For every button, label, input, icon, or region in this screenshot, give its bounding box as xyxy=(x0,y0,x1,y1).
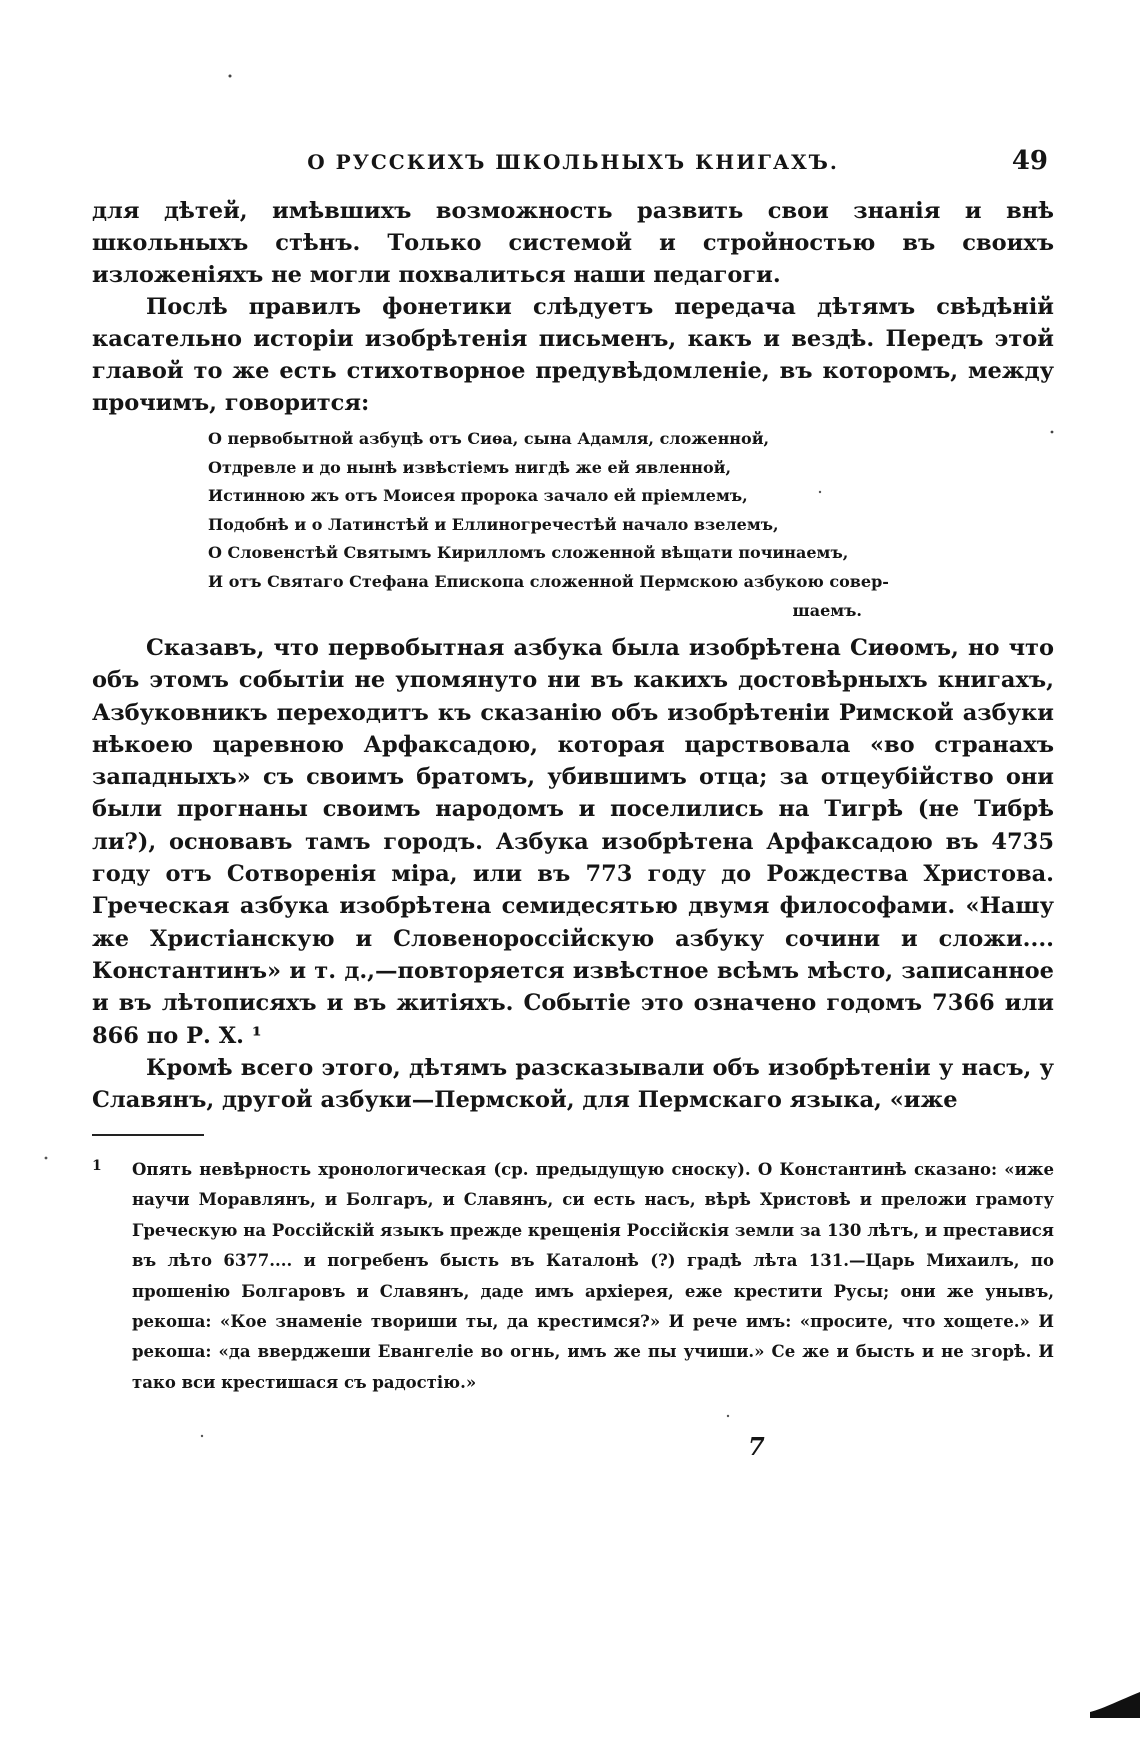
body-paragraph-1: Сказавъ, что первобытная азбука была изобрѣтена Сиѳомъ, но что объ этомъ событіи не упомянуто ни въ какихъ достовѣрныхъ книгахъ, Азбуковникъ переходитъ къ сказанію объ изобрѣтеніи Римской азбуки нѣкоею царевною Арфаксадою, которая царствовала «во странахъ западныхъ» съ своимъ братомъ, убившимъ отца; за отцеубійство они были прогнаны своимъ народомъ и поселились на Тигрѣ (не Тибрѣ ли?), основавъ тамъ городъ. Азбука изобрѣтена Арфаксадою въ 4735 году отъ Сотворенія міра, или въ 773 году до Рождества Христова. Греческая азбука изобрѣтена семидесятью двумя философами. «Нашу же Христіанскую и Словенороссійскую азбуку сочини и сложи.... Константинъ» и т. д.,—повторяется извѣстное всѣмъ мѣсто, записанное и въ лѣтописяхъ и въ житіяхъ. Событіе это означено годомъ 7366 или 866 по Р. Х. ¹ xyxy=(92,635,1054,1049)
poem-line: И отъ Святаго Стефана Епископа сложенной Пермскою азбукою совер- xyxy=(208,571,889,591)
page-edge-shadow xyxy=(1090,1690,1140,1718)
intro-paragraph-1: для дѣтей, имѣвшихъ возможность развить свои знанія и внѣ школьныхъ стѣнъ. Только системой и стройностью въ своихъ изложеніяхъ не могли похвалиться наши педагоги. xyxy=(92,198,1054,288)
page-number: 49 xyxy=(1011,146,1048,176)
footnote xyxy=(92,1155,1054,1398)
body-paragraph-2: Кромѣ всего этого, дѣтямъ разсказывали объ изобрѣтеніи у насъ, у Славянъ, другой азбуки—Пермской, для Пермскаго языка, «иже xyxy=(92,1054,1054,1114)
poem-line: Подобнѣ и о Латинстѣй и Еллиногречестѣй начало взелемъ, xyxy=(208,514,779,534)
running-title: О РУССКИХЪ ШКОЛЬНЫХЪ КНИГАХЪ. xyxy=(307,150,839,174)
intro-text xyxy=(92,195,1054,419)
poem-line-continuation: шаемъ. xyxy=(792,600,862,620)
poem-line: Истинною жъ отъ Моисея пророка зачало ей пріемлемъ, xyxy=(208,486,748,506)
page-header xyxy=(92,146,1054,186)
poem-line: О первобытной азбуцѣ отъ Сиѳа, сына Адамля, сложенной, xyxy=(208,429,770,448)
poem-line: О Словенстѣй Святымъ Кирилломъ сложенной вѣщати починаемъ, xyxy=(208,543,849,563)
signature-mark: 7 xyxy=(748,1432,765,1461)
footnote-separator xyxy=(92,1134,204,1136)
intro-paragraph-2: Послѣ правилъ фонетики слѣдуетъ передача дѣтямъ свѣдѣній касательно исторіи изобрѣтенія письменъ, какъ и вездѣ. Передъ этой главой то же есть стихотворное предувѣдомленіе, въ которомъ, между прочимъ, говорится: xyxy=(92,294,1054,416)
poem-line: Отдревле и до нынѣ извѣстіемъ нигдѣ же ей явленной, xyxy=(208,457,732,477)
quoted-poem xyxy=(208,425,889,625)
footnote-marker: 1 xyxy=(92,1158,102,1174)
footnote-text: Опять невѣрность хронологическая (ср. предыдущую сноску). О Константинѣ сказано: «иже научи Моравлянъ, и Болгаръ, и Славянъ, си есть насъ, вѣрѣ Христовѣ и преложи грамоту Греческую на Россійскій языкъ прежде крещенія Россійскія земли за 130 лѣтъ, и преставися въ лѣто 6377.... и погребенъ бысть въ Каталонѣ (?) градѣ лѣта 131.—Царь Михаилъ, по прошенію Болгаровъ и Славянъ, даде имъ архіерея, еже крестити Русы; они же унывъ, рекоша: «Кое знаменіе твориши ты, да крестимся?» И рече имъ: «просите, что хощете.» И рекоша: «да вверджеши Евангеліе во огнь, имъ же пы учиши.» Се же и бысть и не згорѣ. И тако вси крестишася съ радостію.» xyxy=(132,1160,1054,1392)
main-text xyxy=(92,632,1054,1116)
